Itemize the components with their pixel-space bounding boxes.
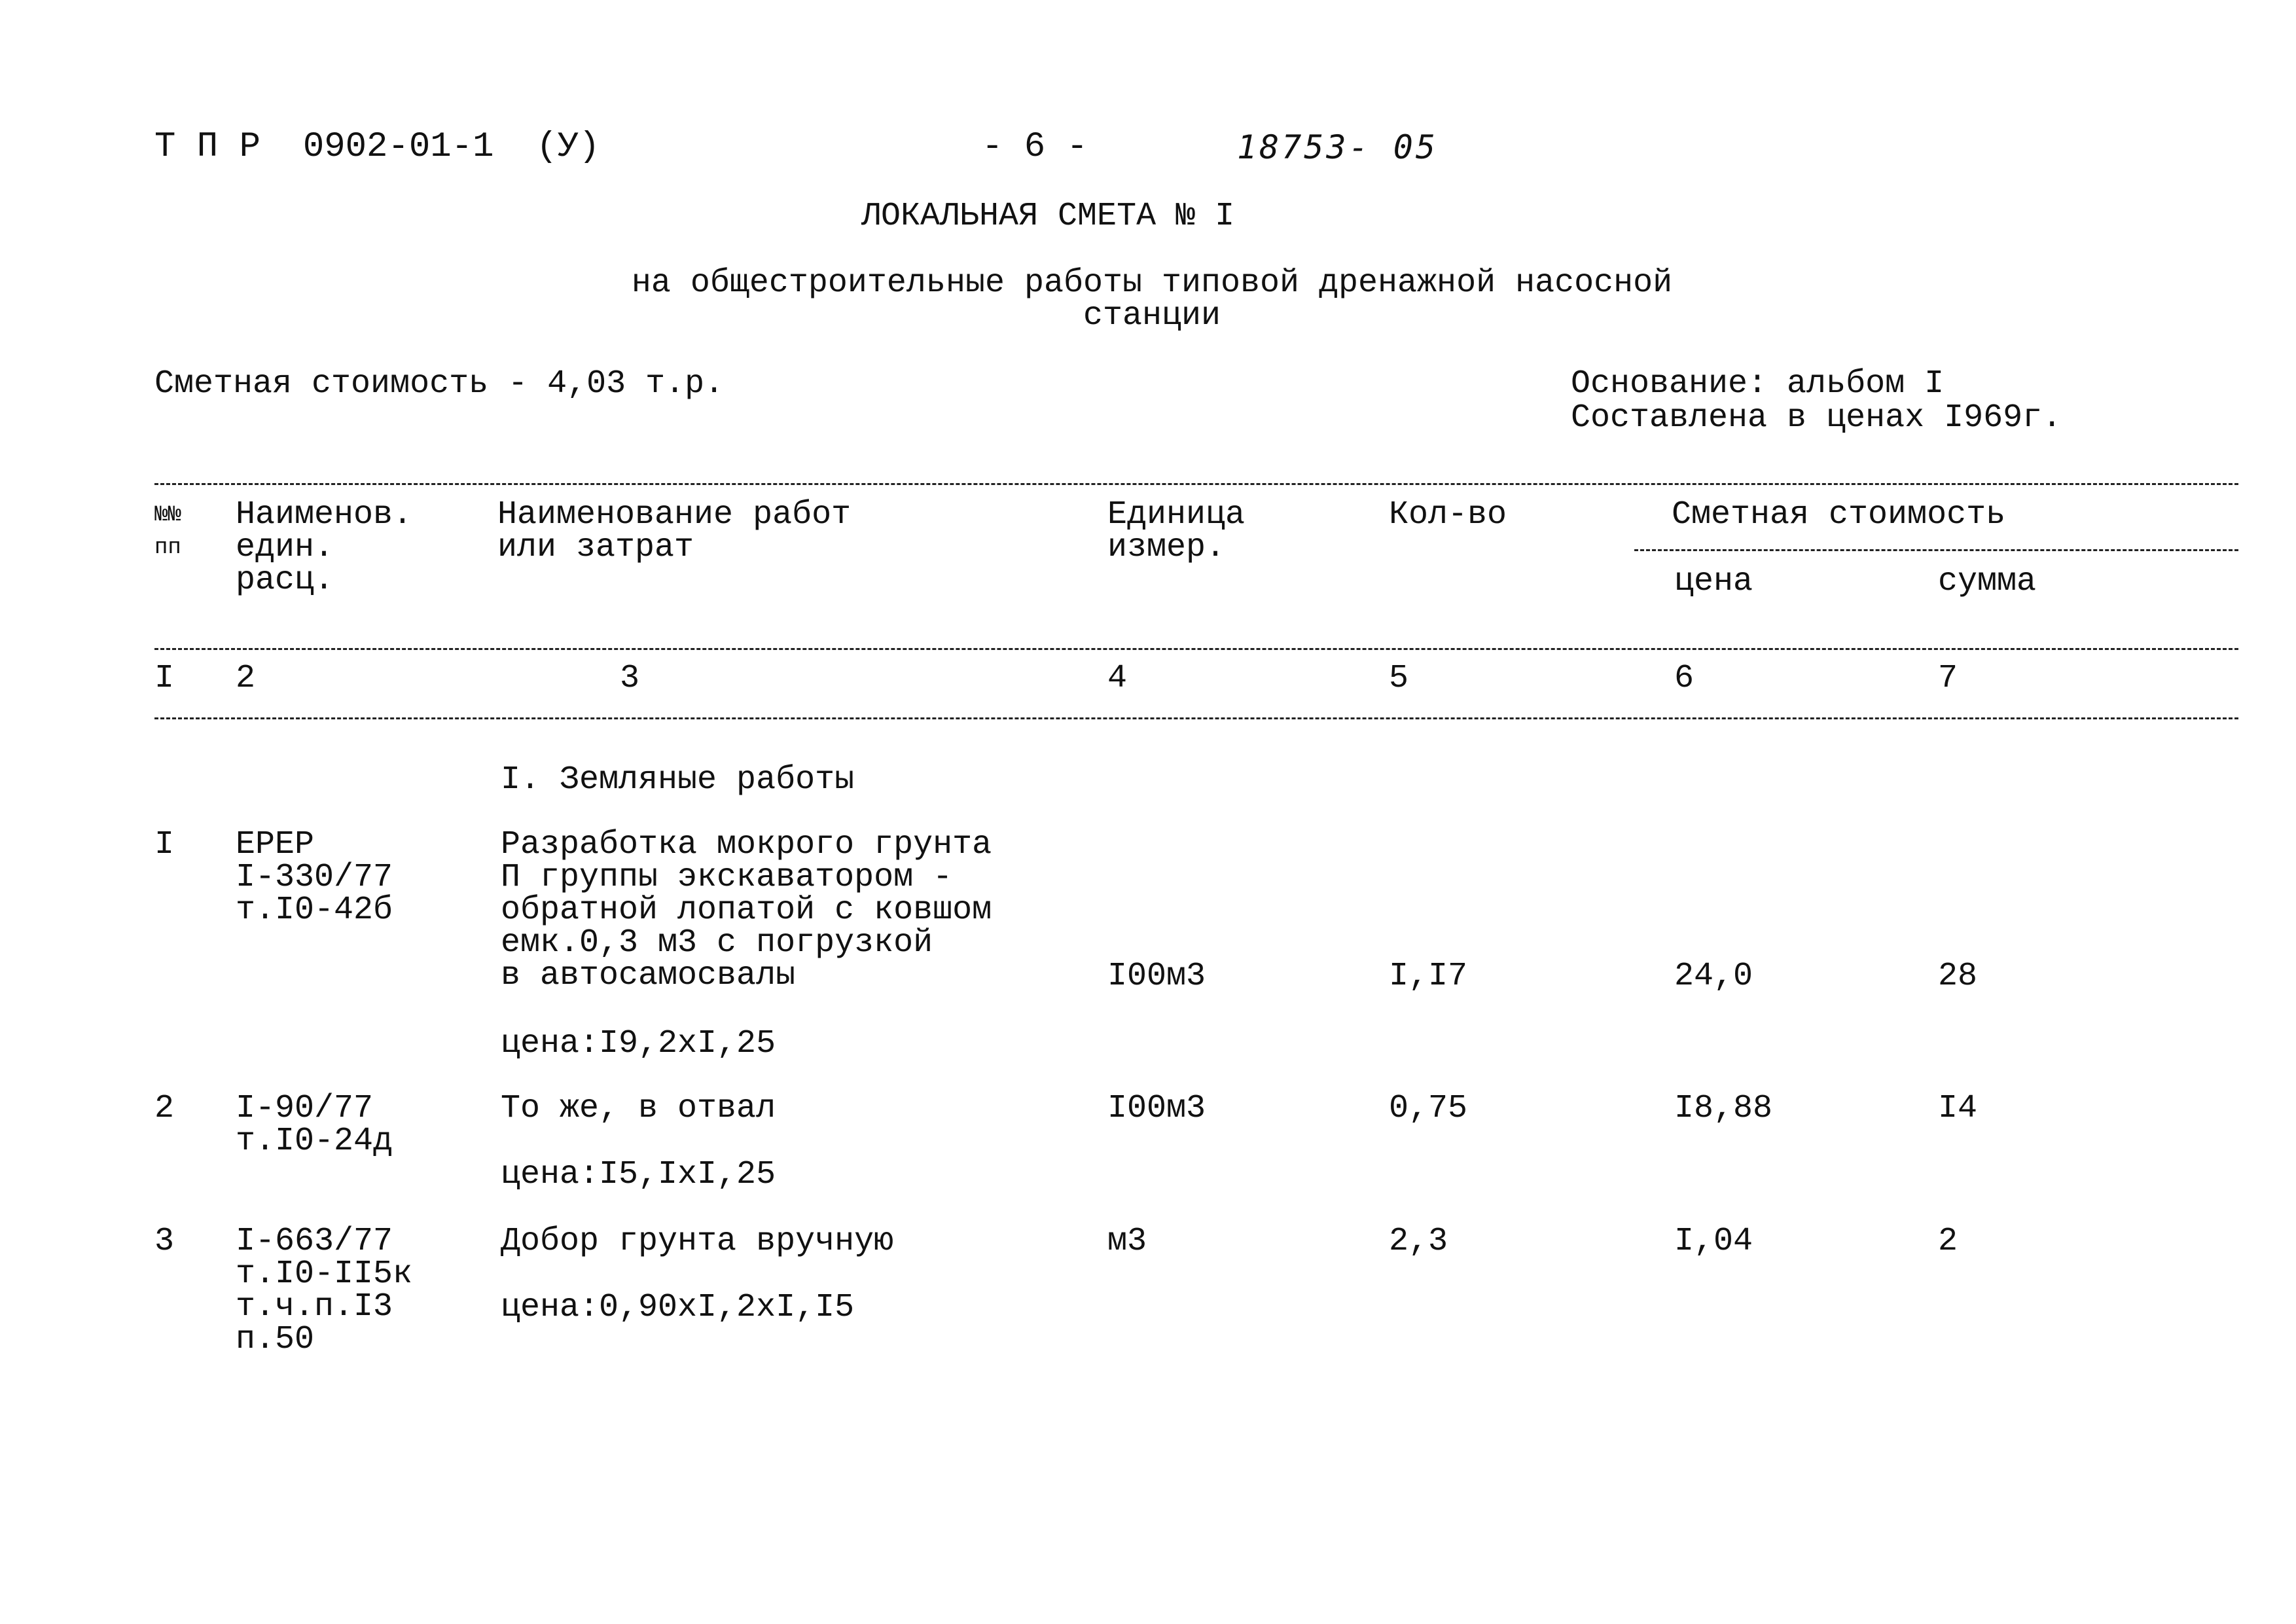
document-number: 18753- 05 xyxy=(1237,128,1438,166)
header-code: Наименов. един. расц. xyxy=(236,496,413,599)
page-number: - 6 - xyxy=(982,127,1088,167)
row-code: I-90/77 т.I0-24д xyxy=(236,1090,393,1160)
row-qty: 0,75 xyxy=(1389,1090,1468,1127)
estimated-cost: Сметная стоимость - 4,03 т.р. xyxy=(154,365,725,403)
price-level: Составлена в ценах I969г. xyxy=(1571,399,2062,437)
row-unit: м3 xyxy=(1107,1223,1147,1260)
column-number: 4 xyxy=(1107,660,1128,697)
table-top-rule xyxy=(154,483,2238,485)
header-num: №№ пп xyxy=(154,503,181,560)
row-code: I-663/77 т.I0-II5к т.ч.п.I3 п.50 xyxy=(236,1223,413,1358)
column-number: 2 xyxy=(236,660,256,697)
header-price: цена xyxy=(1674,563,1753,600)
column-number: 7 xyxy=(1938,660,1958,697)
row-name: Добор грунта вручную xyxy=(501,1223,894,1260)
row-calc: цена:0,90хI,2хI,I5 xyxy=(501,1289,855,1326)
row-name: То же, в отвал xyxy=(501,1090,776,1127)
header-unit: Единица измер. xyxy=(1107,496,1246,566)
column-number: 6 xyxy=(1674,660,1695,697)
header-qty: Кол-во xyxy=(1389,496,1507,533)
page-title: ЛОКАЛЬНАЯ СМЕТА № I xyxy=(861,198,1235,235)
row-code: ЕРЕР I-330/77 т.I0-42б xyxy=(236,826,393,929)
row-num: 2 xyxy=(154,1090,175,1127)
column-number: I xyxy=(154,660,175,697)
row-unit: I00м3 xyxy=(1107,958,1206,995)
header-bottom-rule xyxy=(154,648,2238,650)
header-sum: сумма xyxy=(1938,563,2037,600)
section-title: I. Земляные работы xyxy=(501,761,855,799)
column-number: 5 xyxy=(1389,660,1409,697)
column-number: 3 xyxy=(620,660,640,697)
row-qty: 2,3 xyxy=(1389,1223,1448,1260)
page-subtitle: на общестроительные работы типовой дренажной насосной станции xyxy=(631,264,1673,334)
document-code: Т П Р 0902-01-1 (У) xyxy=(154,127,600,167)
cost-subheader-rule xyxy=(1634,549,2238,551)
basis: Основание: альбом I xyxy=(1571,365,1945,403)
numbers-bottom-rule xyxy=(154,717,2238,719)
header-name: Наименование работ или затрат xyxy=(497,496,852,566)
row-price: I,04 xyxy=(1674,1223,1753,1260)
row-unit: I00м3 xyxy=(1107,1090,1206,1127)
row-price: I8,88 xyxy=(1674,1090,1773,1127)
row-name: Разработка мокрого грунта П группы экскаватором - обратной лопатой с ковшом емк.0,3 м3 с погрузкой в автосамосвалы xyxy=(501,826,992,994)
row-qty: I,I7 xyxy=(1389,958,1468,995)
row-sum: 28 xyxy=(1938,958,1978,995)
row-calc: цена:I9,2хI,25 xyxy=(501,1025,776,1062)
row-num: 3 xyxy=(154,1223,175,1260)
row-sum: I4 xyxy=(1938,1090,1978,1127)
row-num: I xyxy=(154,826,175,863)
row-sum: 2 xyxy=(1938,1223,1958,1260)
row-price: 24,0 xyxy=(1674,958,1753,995)
header-cost: Сметная стоимость xyxy=(1672,496,2006,533)
row-calc: цена:I5,IхI,25 xyxy=(501,1156,776,1193)
